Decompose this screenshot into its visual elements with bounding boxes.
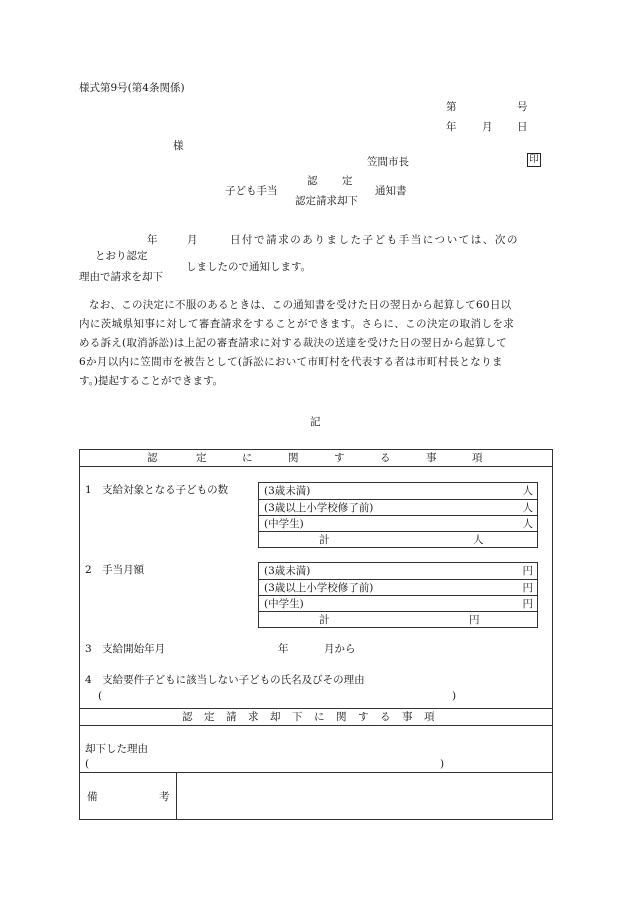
body-tail: しましたので通知します。 xyxy=(186,261,312,273)
appeal-notice xyxy=(79,296,553,391)
item1-row-unit: 人 xyxy=(522,502,533,514)
remarks-field[interactable] xyxy=(178,774,550,818)
title-prefix: 子ども手当 xyxy=(225,185,278,197)
seal-stamp: 印 xyxy=(527,153,541,167)
item4-close-paren: ) xyxy=(452,690,457,702)
item3-label: 3 支給開始年月 xyxy=(85,643,166,655)
ki-label: 記 xyxy=(310,416,321,428)
appeal-line-5: す。)提起することができます。 xyxy=(79,375,224,387)
section2-char: す xyxy=(358,711,369,723)
number-label-dai: 第 xyxy=(446,101,457,113)
rejection-open-paren: ( xyxy=(85,758,90,770)
item1-total-label: 計 xyxy=(319,534,330,546)
addressee-sama: 様 xyxy=(173,140,184,152)
body-year-label: 年 xyxy=(147,234,158,246)
section1-char: に xyxy=(242,452,253,464)
date-day-label: 日 xyxy=(517,121,528,133)
item4-label: 4 支給要件子どもに該当しない子どもの氏名及びその理由 xyxy=(85,674,365,686)
item2-row-label: (3歳以上小学校修了前) xyxy=(264,582,374,594)
appeal-line-2: 内に茨城県知事に対して審査請求をすることができます。さらに、この決定の取消しを求 xyxy=(79,318,515,330)
item2-row-unit: 円 xyxy=(522,598,533,610)
item3-year-label: 年 xyxy=(278,643,289,655)
section2-char: 関 xyxy=(336,711,347,723)
remarks-label-kou: 考 xyxy=(159,791,170,803)
item1-total-unit: 人 xyxy=(473,534,484,546)
section2-char: に xyxy=(314,711,325,723)
section1-char: 定 xyxy=(196,452,207,464)
issuer-name: 笠間市長 xyxy=(367,156,409,168)
item4-open-paren: ( xyxy=(98,690,103,702)
item3-month-tail: 月から xyxy=(324,643,356,655)
section2-char: 求 xyxy=(248,711,259,723)
section1-header xyxy=(80,451,552,466)
item1-count-box xyxy=(258,482,538,548)
item1-row-label: (3歳未満) xyxy=(264,485,311,497)
section2-char: 認 xyxy=(182,711,193,723)
section2-char: 定 xyxy=(204,711,215,723)
appeal-line-4: 6か月以内に笠間市を被告として(訴訟において市町村を代表する者は市町村長となりま xyxy=(79,356,503,368)
section1-char: 関 xyxy=(288,452,299,464)
appeal-line-3: める訴え(取消訴訟)は上記の審査請求に対する裁決の送達を受けた日の翌日から起算して xyxy=(79,337,507,349)
form-number: 様式第9号(第4条関係) xyxy=(79,82,185,94)
title-option-nin: 認 xyxy=(307,175,318,187)
title-option-rejection: 認定請求却下 xyxy=(295,195,358,207)
item2-amount-box xyxy=(258,562,538,628)
details-table xyxy=(79,449,553,820)
body-option-approve: とおり認定 xyxy=(95,250,148,262)
section1-char: 項 xyxy=(472,452,483,464)
item2-row-unit: 円 xyxy=(522,565,533,577)
rejection-close-paren: ) xyxy=(440,758,445,770)
section2-char: 却 xyxy=(270,711,281,723)
item2-label: 2 手当月額 xyxy=(85,564,145,576)
date-month-label: 月 xyxy=(482,121,493,133)
section2-char: 請 xyxy=(226,711,237,723)
item2-total-unit: 円 xyxy=(469,614,480,626)
item1-row-label: (3歳以上小学校修了前) xyxy=(264,502,374,514)
item2-row-label: (中学生) xyxy=(264,598,304,610)
body-text-line1: 日付で請求のありました子ども手当については、次の xyxy=(230,234,519,246)
rejection-reason-label: 却下した理由 xyxy=(85,743,148,755)
title-option-tei: 定 xyxy=(342,175,353,187)
section1-char: 認 xyxy=(147,452,158,464)
item1-row-unit: 人 xyxy=(522,485,533,497)
item1-row-label: (中学生) xyxy=(264,518,304,530)
date-year-label: 年 xyxy=(446,121,457,133)
section2-char: 事 xyxy=(402,711,413,723)
section2-char: 下 xyxy=(292,711,303,723)
item2-row-unit: 円 xyxy=(522,582,533,594)
item1-label: 1 支給対象となる子どもの数 xyxy=(85,484,229,496)
section1-char: 事 xyxy=(426,452,437,464)
section2-char: る xyxy=(380,711,391,723)
body-month-label: 月 xyxy=(187,234,198,246)
section1-char: る xyxy=(380,452,391,464)
remarks-label-bi: 備 xyxy=(87,791,98,803)
section2-header xyxy=(80,710,552,725)
section1-char: す xyxy=(334,452,345,464)
appeal-line-1: なお、この決定に不服のあるときは、この通知書を受けた日の翌日から起算して60日以 xyxy=(89,299,512,311)
body-option-reject: 理由で請求を却下 xyxy=(79,271,163,283)
section2-char: 項 xyxy=(424,711,435,723)
item2-total-label: 計 xyxy=(319,614,330,626)
item2-row-label: (3歳未満) xyxy=(264,565,311,577)
title-suffix: 通知書 xyxy=(375,185,407,197)
number-label-go: 号 xyxy=(517,101,528,113)
item1-row-unit: 人 xyxy=(522,518,533,530)
